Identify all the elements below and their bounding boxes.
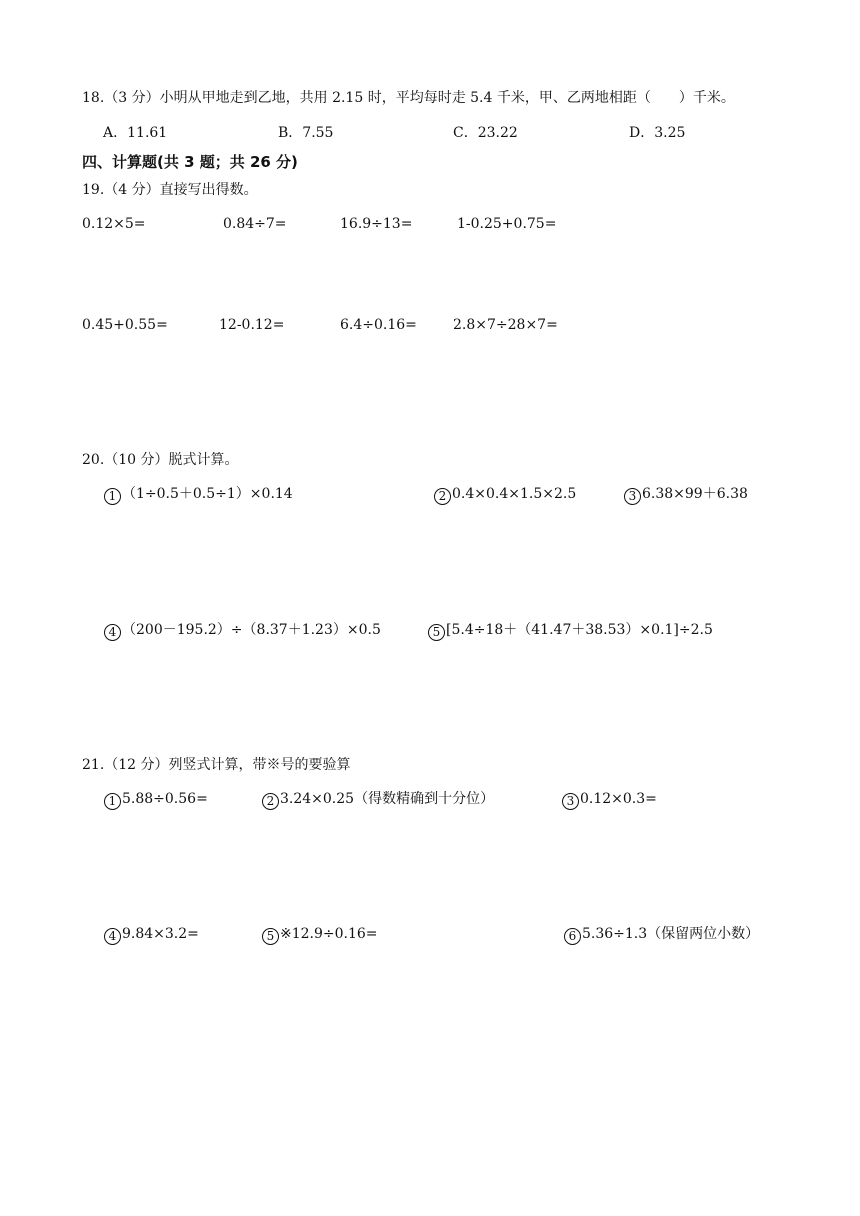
expression: 0.12×0.3= [580,791,657,807]
vertical-calc-item [564,925,759,945]
circled-number: 1 [104,793,121,810]
mental-calc-item: 6.4÷0.16= [340,317,417,333]
circled-number: 2 [262,793,279,810]
circled-number: 4 [104,624,121,641]
circled-number: 5 [262,928,279,945]
section-heading: 四、计算题(共 3 题；共 26 分) [82,153,298,171]
stepwise-calc-item [624,485,748,505]
option-letter: D． [629,125,655,141]
expression: [5.4÷18＋（41.47＋38.53）×0.1]÷2.5 [446,622,713,638]
option-b[interactable] [278,124,333,142]
expression: （200－195.2）÷（8.37＋1.23）×0.5 [122,622,381,638]
option-value: 3.25 [654,125,686,141]
mental-calc-item: 1-0.25+0.75= [457,216,557,232]
circled-number: 2 [434,488,451,505]
expression: 5.36÷1.3（保留两位小数） [582,926,760,942]
circled-number: 5 [428,624,445,641]
circled-number: 3 [562,793,579,810]
option-value: 7.55 [302,125,334,141]
mental-calc-item: 0.84÷7= [223,216,287,232]
mental-calc-item: 2.8×7÷28×7= [453,317,558,333]
expression: （1÷0.5＋0.5÷1）×0.14 [122,486,293,502]
expression: 9.84×3.2= [122,926,199,942]
option-letter: C． [453,125,478,141]
stepwise-calc-item [434,485,576,505]
option-d[interactable] [629,124,685,142]
stepwise-calc-item [104,621,381,641]
expression: ※12.9÷0.16= [280,926,378,942]
mental-calc-item: 0.45+0.55= [82,317,168,333]
stepwise-calc-item [428,621,713,641]
expression: 0.4×0.4×1.5×2.5 [452,486,577,502]
vertical-calc-item [562,790,657,810]
circled-number: 4 [104,928,121,945]
question-19-stem: 19.（4 分）直接写出得数。 [82,182,258,198]
vertical-calc-item [262,790,494,810]
vertical-calc-item [262,925,378,945]
option-a[interactable] [103,124,167,142]
option-letter: B． [278,125,303,141]
question-20-stem: 20.（10 分）脱式计算。 [82,452,239,468]
vertical-calc-item [104,790,208,810]
mental-calc-item: 16.9÷13= [340,216,413,232]
option-value: 11.61 [127,125,168,141]
circled-number: 3 [624,488,641,505]
question-18-stem: 18.（3 分）小明从甲地走到乙地，共用 2.15 时，平均每时走 5.4 千米，甲、乙两地相距（ ）千米。 [82,90,735,106]
stepwise-calc-item [104,485,293,505]
expression: 3.24×0.25（得数精确到十分位） [280,791,495,807]
circled-number: 6 [564,928,581,945]
circled-number: 1 [104,488,121,505]
mental-calc-item: 12-0.12= [219,317,285,333]
mental-calc-item: 0.12×5= [82,216,146,232]
option-letter: A． [103,125,128,141]
option-value: 23.22 [477,125,518,141]
question-21-stem: 21.（12 分）列竖式计算，带※号的要验算 [82,757,351,773]
expression: 6.38×99＋6.38 [642,486,748,502]
expression: 5.88÷0.56= [122,791,208,807]
option-c[interactable] [453,124,518,142]
vertical-calc-item [104,925,199,945]
